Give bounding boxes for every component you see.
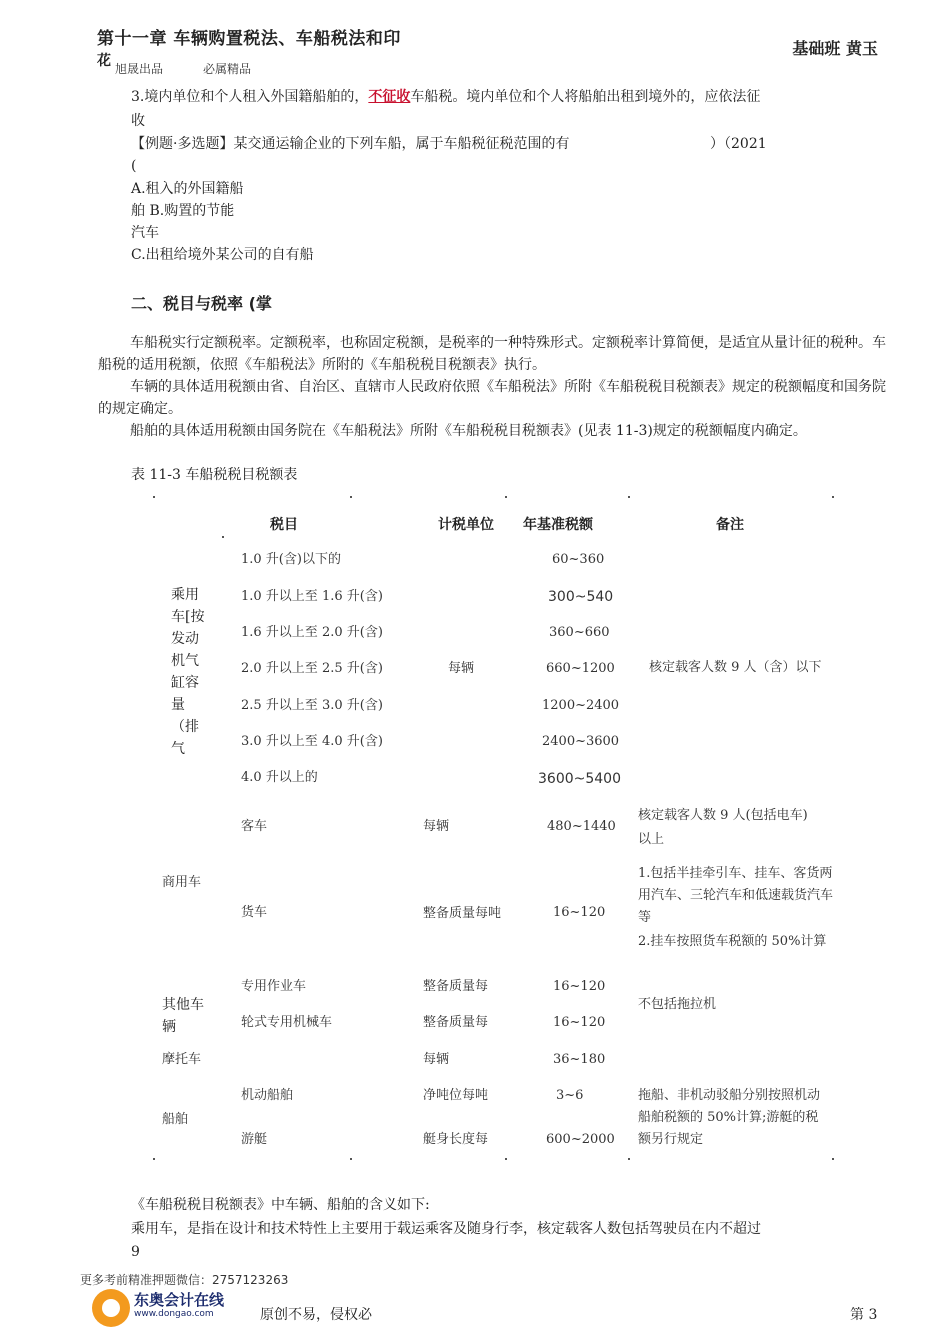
table-tick <box>350 1158 352 1160</box>
truck-item: 货车 <box>241 905 268 920</box>
chapter-title-continued: 花 <box>97 53 111 69</box>
table-tick <box>222 536 224 538</box>
definition-intro: 《车船税税目税额表》中车辆、船舶的含义如下: <box>131 1197 430 1213</box>
yacht-item: 游艇 <box>241 1132 268 1147</box>
section-title: 二、税目与税率 (掌 <box>131 294 272 313</box>
wheeled-machine-amount: 16~120 <box>553 1015 606 1030</box>
passenger-row-item: 2.5 升以上至 3.0 升(含) <box>241 698 383 713</box>
paragraph-rate: 车船税实行定额税率。定额税率，也称固定税额，是税率的一种特殊形式。定额税率计算简便，是适宜从量计征的税种。车船税的适用税额，依照《车船税法》所附的《车船税税目税额表》执行。 <box>98 335 886 373</box>
option-b-cont: 汽车 <box>131 225 159 241</box>
bus-item: 客车 <box>241 819 268 834</box>
example-question: 【例题·多选题】某交通运输企业的下列车船，属于车船税征税范围的有 <box>131 136 570 152</box>
table-caption: 表 11-3 车船税税目税额表 <box>131 467 298 483</box>
passenger-note: 核定载客人数 9 人（含）以下 <box>649 660 822 675</box>
tax-table <box>150 496 835 1161</box>
passenger-row-amount: 660~1200 <box>546 661 615 676</box>
special-vehicle-amount: 16~120 <box>553 979 606 994</box>
option-a: A.租入的外国籍船 <box>131 181 244 197</box>
logo-mark-inner <box>102 1299 120 1317</box>
motorcycle-unit: 每辆 <box>423 1052 450 1067</box>
example-question-tail: ）（2021 <box>710 136 767 152</box>
bus-unit: 每辆 <box>423 819 450 834</box>
header-note: 备注 <box>716 517 744 533</box>
motorcycle-group: 摩托车 <box>162 1052 202 1067</box>
table-tick <box>628 1158 630 1160</box>
header-amount: 年基准税额 <box>523 517 593 533</box>
passenger-row-amount: 60~360 <box>552 552 605 567</box>
header-item: 税目 <box>270 517 298 533</box>
passenger-row-amount: 1200~2400 <box>542 698 620 713</box>
truck-note-1: 1.包括半挂牵引车、挂车、客货两用汽车、三轮汽车和低速载货汽车等 <box>638 866 834 925</box>
special-vehicle-unit: 整备质量每 <box>423 979 489 994</box>
passenger-row-item: 4.0 升以上的 <box>241 770 318 785</box>
passenger-row-item: 3.0 升以上至 4.0 升(含) <box>241 734 383 749</box>
table-tick <box>153 1158 155 1160</box>
wheeled-machine-unit: 整备质量每 <box>423 1015 489 1030</box>
table-tick <box>505 1158 507 1160</box>
dongao-logo <box>92 1285 242 1335</box>
tagline-label: 必属精品 <box>203 62 252 76</box>
example-paren: ( <box>131 158 137 174</box>
motor-ship-unit: 净吨位每吨 <box>423 1088 489 1103</box>
not-levied-highlight: 不征收 <box>368 89 411 105</box>
motor-ship-amount: 3~6 <box>556 1088 584 1103</box>
truck-amount: 16~120 <box>553 905 606 920</box>
chapter-title: 第十一章 车辆购置税法、车船税法和印 <box>97 29 401 49</box>
yacht-amount: 600~2000 <box>546 1132 615 1147</box>
table-tick <box>153 496 155 498</box>
table-tick <box>832 496 834 498</box>
truck-note-2: 2.挂车按照货车税额的 50%计算 <box>638 934 827 949</box>
page-number: 第 3 <box>850 1307 878 1323</box>
table-tick <box>832 1158 834 1160</box>
paragraph-ship: 船舶的具体适用税额由国务院在《车船税法》所附《车船税税目税额表》(见表 11-3)规定的税额幅度内确定。 <box>130 423 807 439</box>
bus-note: 核定载客人数 9 人(包括电车)以上 <box>638 808 808 847</box>
motorcycle-amount: 36~180 <box>553 1052 606 1067</box>
passenger-row-item: 1.0 升(含)以下的 <box>241 552 341 567</box>
logo-name: 东奥会计在线 <box>134 1291 225 1309</box>
foreign-prefix: 3.境内单位和个人租入外国籍船舶的， <box>131 89 369 105</box>
table-tick <box>350 496 352 498</box>
passenger-unit: 每辆 <box>448 661 475 676</box>
foreign-suffix: 车船税。境内单位和个人将船舶出租到境外的，应依法征 <box>410 89 761 105</box>
passenger-car-group: 乘用车[按发动机气缸容量（排气 <box>171 587 205 757</box>
ship-note: 拖船、非机动驳船分别按照机动船舶税额的 50%计算;游艇的税额另行规定 <box>638 1088 821 1147</box>
foreign-ship-paragraph <box>131 86 760 108</box>
wheeled-machine-item: 轮式专用机械车 <box>241 1015 333 1030</box>
bus-amount: 480~1440 <box>547 819 616 834</box>
passenger-row-item: 2.0 升以上至 2.5 升(含) <box>241 661 383 676</box>
passenger-car-definition: 乘用车，是指在设计和技术特性上主要用于载运乘客及随身行李，核定载客人数包括驾驶员在内不超过 <box>131 1221 761 1237</box>
other-vehicles-note: 不包括拖拉机 <box>638 997 717 1012</box>
paragraph-vehicle: 车辆的具体适用税额由省、自治区、直辖市人民政府依照《车船税法》所附《车船税税目税额表》规定的税额幅度和国务院的规定确定。 <box>98 379 886 417</box>
passenger-row-item: 1.6 升以上至 2.0 升(含) <box>241 625 383 640</box>
logo-url: www.dongao.com <box>134 1309 214 1319</box>
table-tick <box>628 496 630 498</box>
passenger-row-amount: 2400~3600 <box>542 734 620 749</box>
yacht-unit: 艇身长度每 <box>423 1132 489 1147</box>
foreign-paragraph-cont: 收 <box>131 113 145 129</box>
ship-group: 船舶 <box>162 1112 189 1127</box>
passenger-row-amount: 300~540 <box>548 589 614 605</box>
passenger-car-definition-cont: 9 <box>131 1244 140 1260</box>
truck-unit: 整备质量每吨 <box>423 906 502 921</box>
footer-slogan: 原创不易，侵权必 <box>260 1307 372 1323</box>
header-unit: 计税单位 <box>438 517 494 533</box>
passenger-row-amount: 3600~5400 <box>538 771 621 787</box>
passenger-row-item: 1.0 升以上至 1.6 升(含) <box>241 589 383 604</box>
table-tick <box>505 496 507 498</box>
special-vehicle-item: 专用作业车 <box>241 979 307 994</box>
motor-ship-item: 机动船舶 <box>241 1088 294 1103</box>
commercial-group: 商用车 <box>162 875 202 890</box>
option-c: C.出租给境外某公司的自有船 <box>131 247 314 263</box>
passenger-row-amount: 360~660 <box>549 625 610 640</box>
course-label: 基础班 黄玉 <box>792 39 878 58</box>
publisher-label: 旭晟出品 <box>115 62 164 76</box>
option-b: 舶 B.购置的节能 <box>131 203 235 219</box>
other-vehicles-group: 其他车辆 <box>162 997 204 1035</box>
footer-contact: 更多考前精准押题微信：2757123263 <box>80 1273 289 1287</box>
